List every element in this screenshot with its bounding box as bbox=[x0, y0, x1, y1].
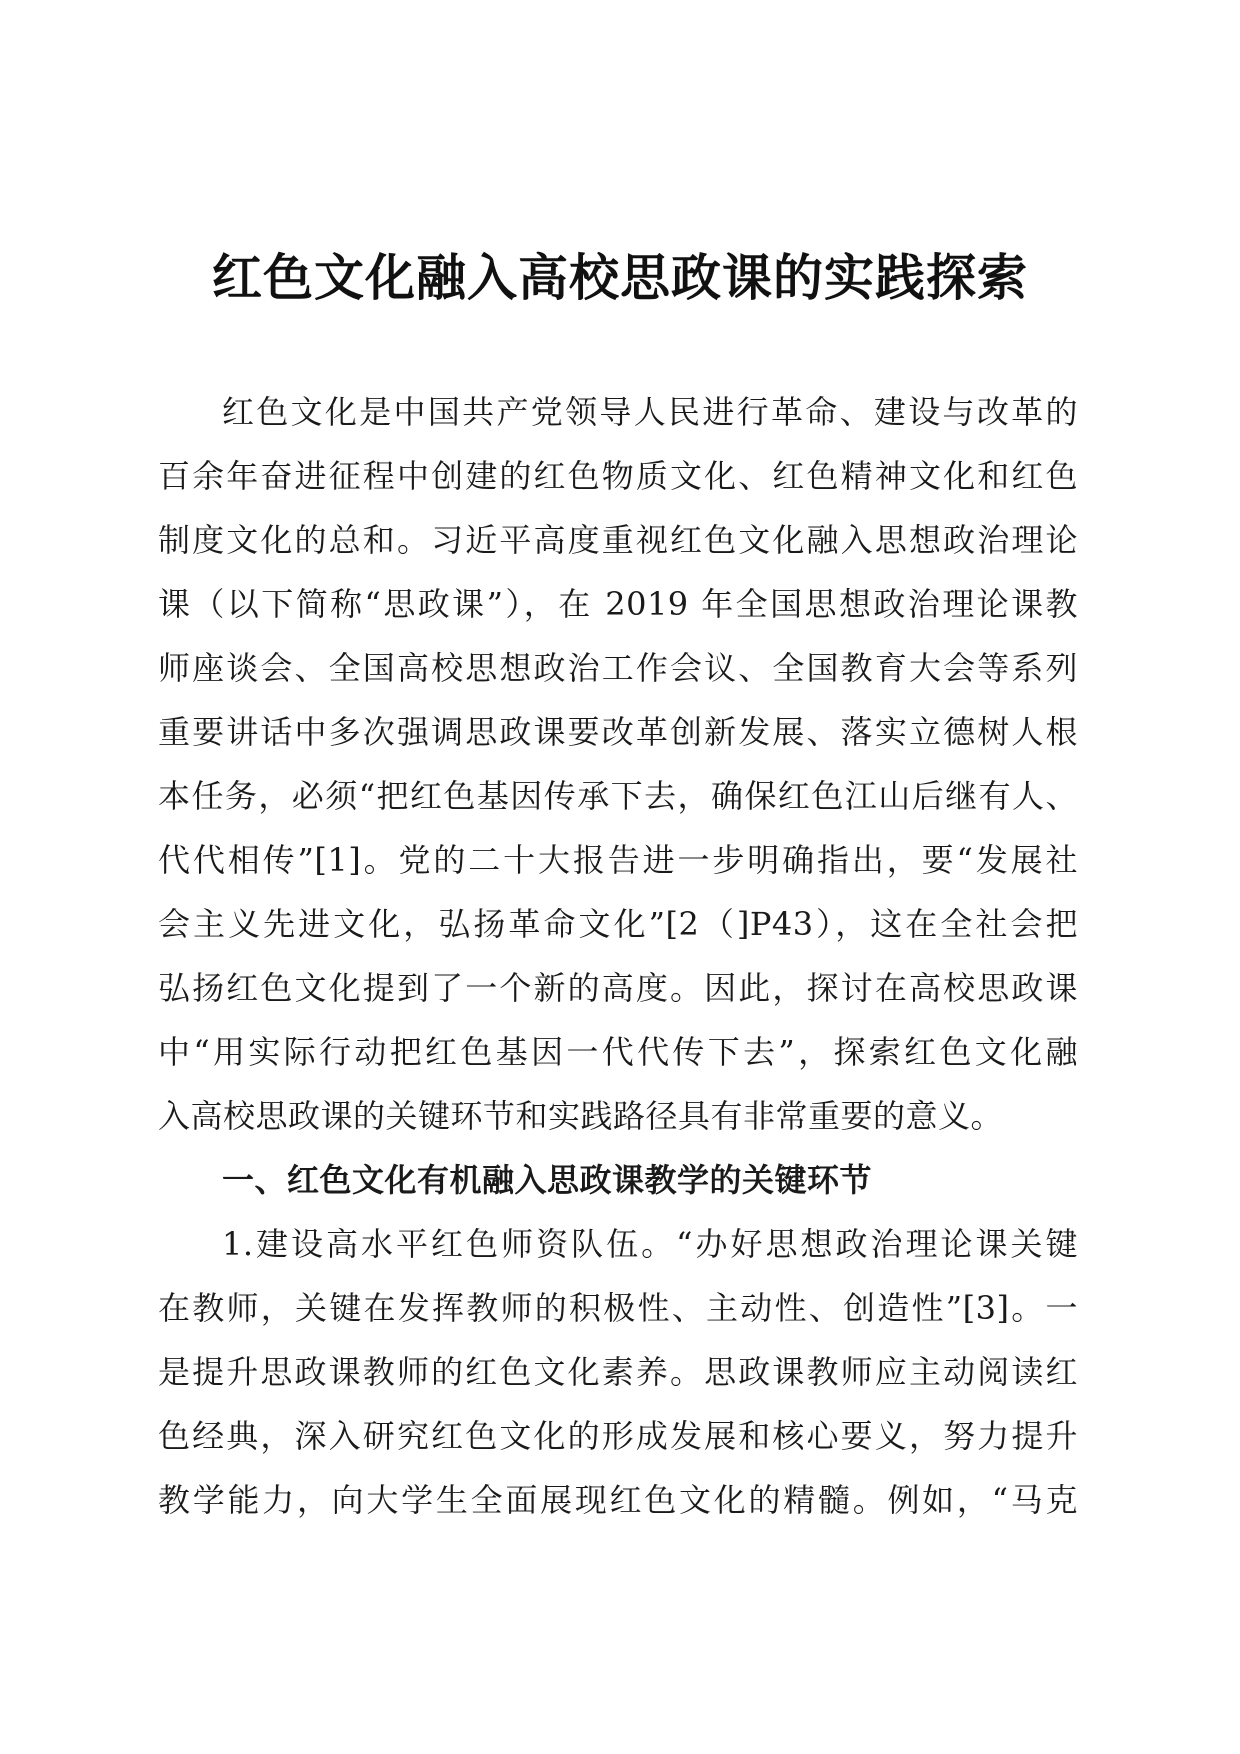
paragraph-line: 色经典，深入研究红色文化的形成发展和核心要义，努力提升 bbox=[158, 1417, 1078, 1455]
paragraph-line: 弘扬红色文化提到了一个新的高度。因此，探讨在高校思政课 bbox=[158, 969, 1078, 1007]
paragraph-line: 课（以下简称“思政课”），在 2019 年全国思想政治理论课教 bbox=[158, 585, 1078, 623]
paragraph-line: 会主义先进文化，弘扬革命文化”[2（]P43），这在全社会把 bbox=[158, 905, 1078, 943]
paragraph-line: 制度文化的总和。习近平高度重视红色文化融入思想政治理论 bbox=[158, 521, 1078, 559]
section-paragraph bbox=[158, 1212, 1078, 1532]
intro-paragraph bbox=[158, 380, 1078, 1148]
paragraph-line: 代代相传”[1]。党的二十大报告进一步明确指出，要“发展社 bbox=[158, 841, 1078, 879]
paragraph-line: 中“用实际行动把红色基因一代代传下去”，探索红色文化融 bbox=[158, 1033, 1078, 1071]
paragraph-line: 重要讲话中多次强调思政课要改革创新发展、落实立德树人根 bbox=[158, 713, 1078, 751]
document-title: 红色文化融入高校思政课的实践探索 bbox=[212, 248, 1028, 307]
paragraph-line: 是提升思政课教师的红色文化素养。思政课教师应主动阅读红 bbox=[158, 1353, 1078, 1391]
paragraph-line: 在教师，关键在发挥教师的积极性、主动性、创造性”[3]。一 bbox=[158, 1289, 1078, 1327]
paragraph-line: 红色文化是中国共产党领导人民进行革命、建设与改革的 bbox=[222, 393, 1078, 431]
paragraph-line: 师座谈会、全国高校思想政治工作会议、全国教育大会等系列 bbox=[158, 649, 1078, 687]
section-heading: 一、红色文化有机融入思政课教学的关键环节 bbox=[222, 1161, 873, 1199]
paragraph-line: 教学能力，向大学生全面展现红色文化的精髓。例如，“马克 bbox=[158, 1481, 1078, 1519]
paragraph-line: 百余年奋进征程中创建的红色物质文化、红色精神文化和红色 bbox=[158, 457, 1078, 495]
document-body bbox=[158, 380, 1078, 1532]
paragraph-line: 本任务，必须“把红色基因传承下去，确保红色江山后继有人、 bbox=[158, 777, 1078, 815]
paragraph-line: 1.建设高水平红色师资队伍。“办好思想政治理论课关键 bbox=[222, 1225, 1078, 1263]
paragraph-line: 入高校思政课的关键环节和实践路径具有非常重要的意义。 bbox=[158, 1097, 1004, 1135]
